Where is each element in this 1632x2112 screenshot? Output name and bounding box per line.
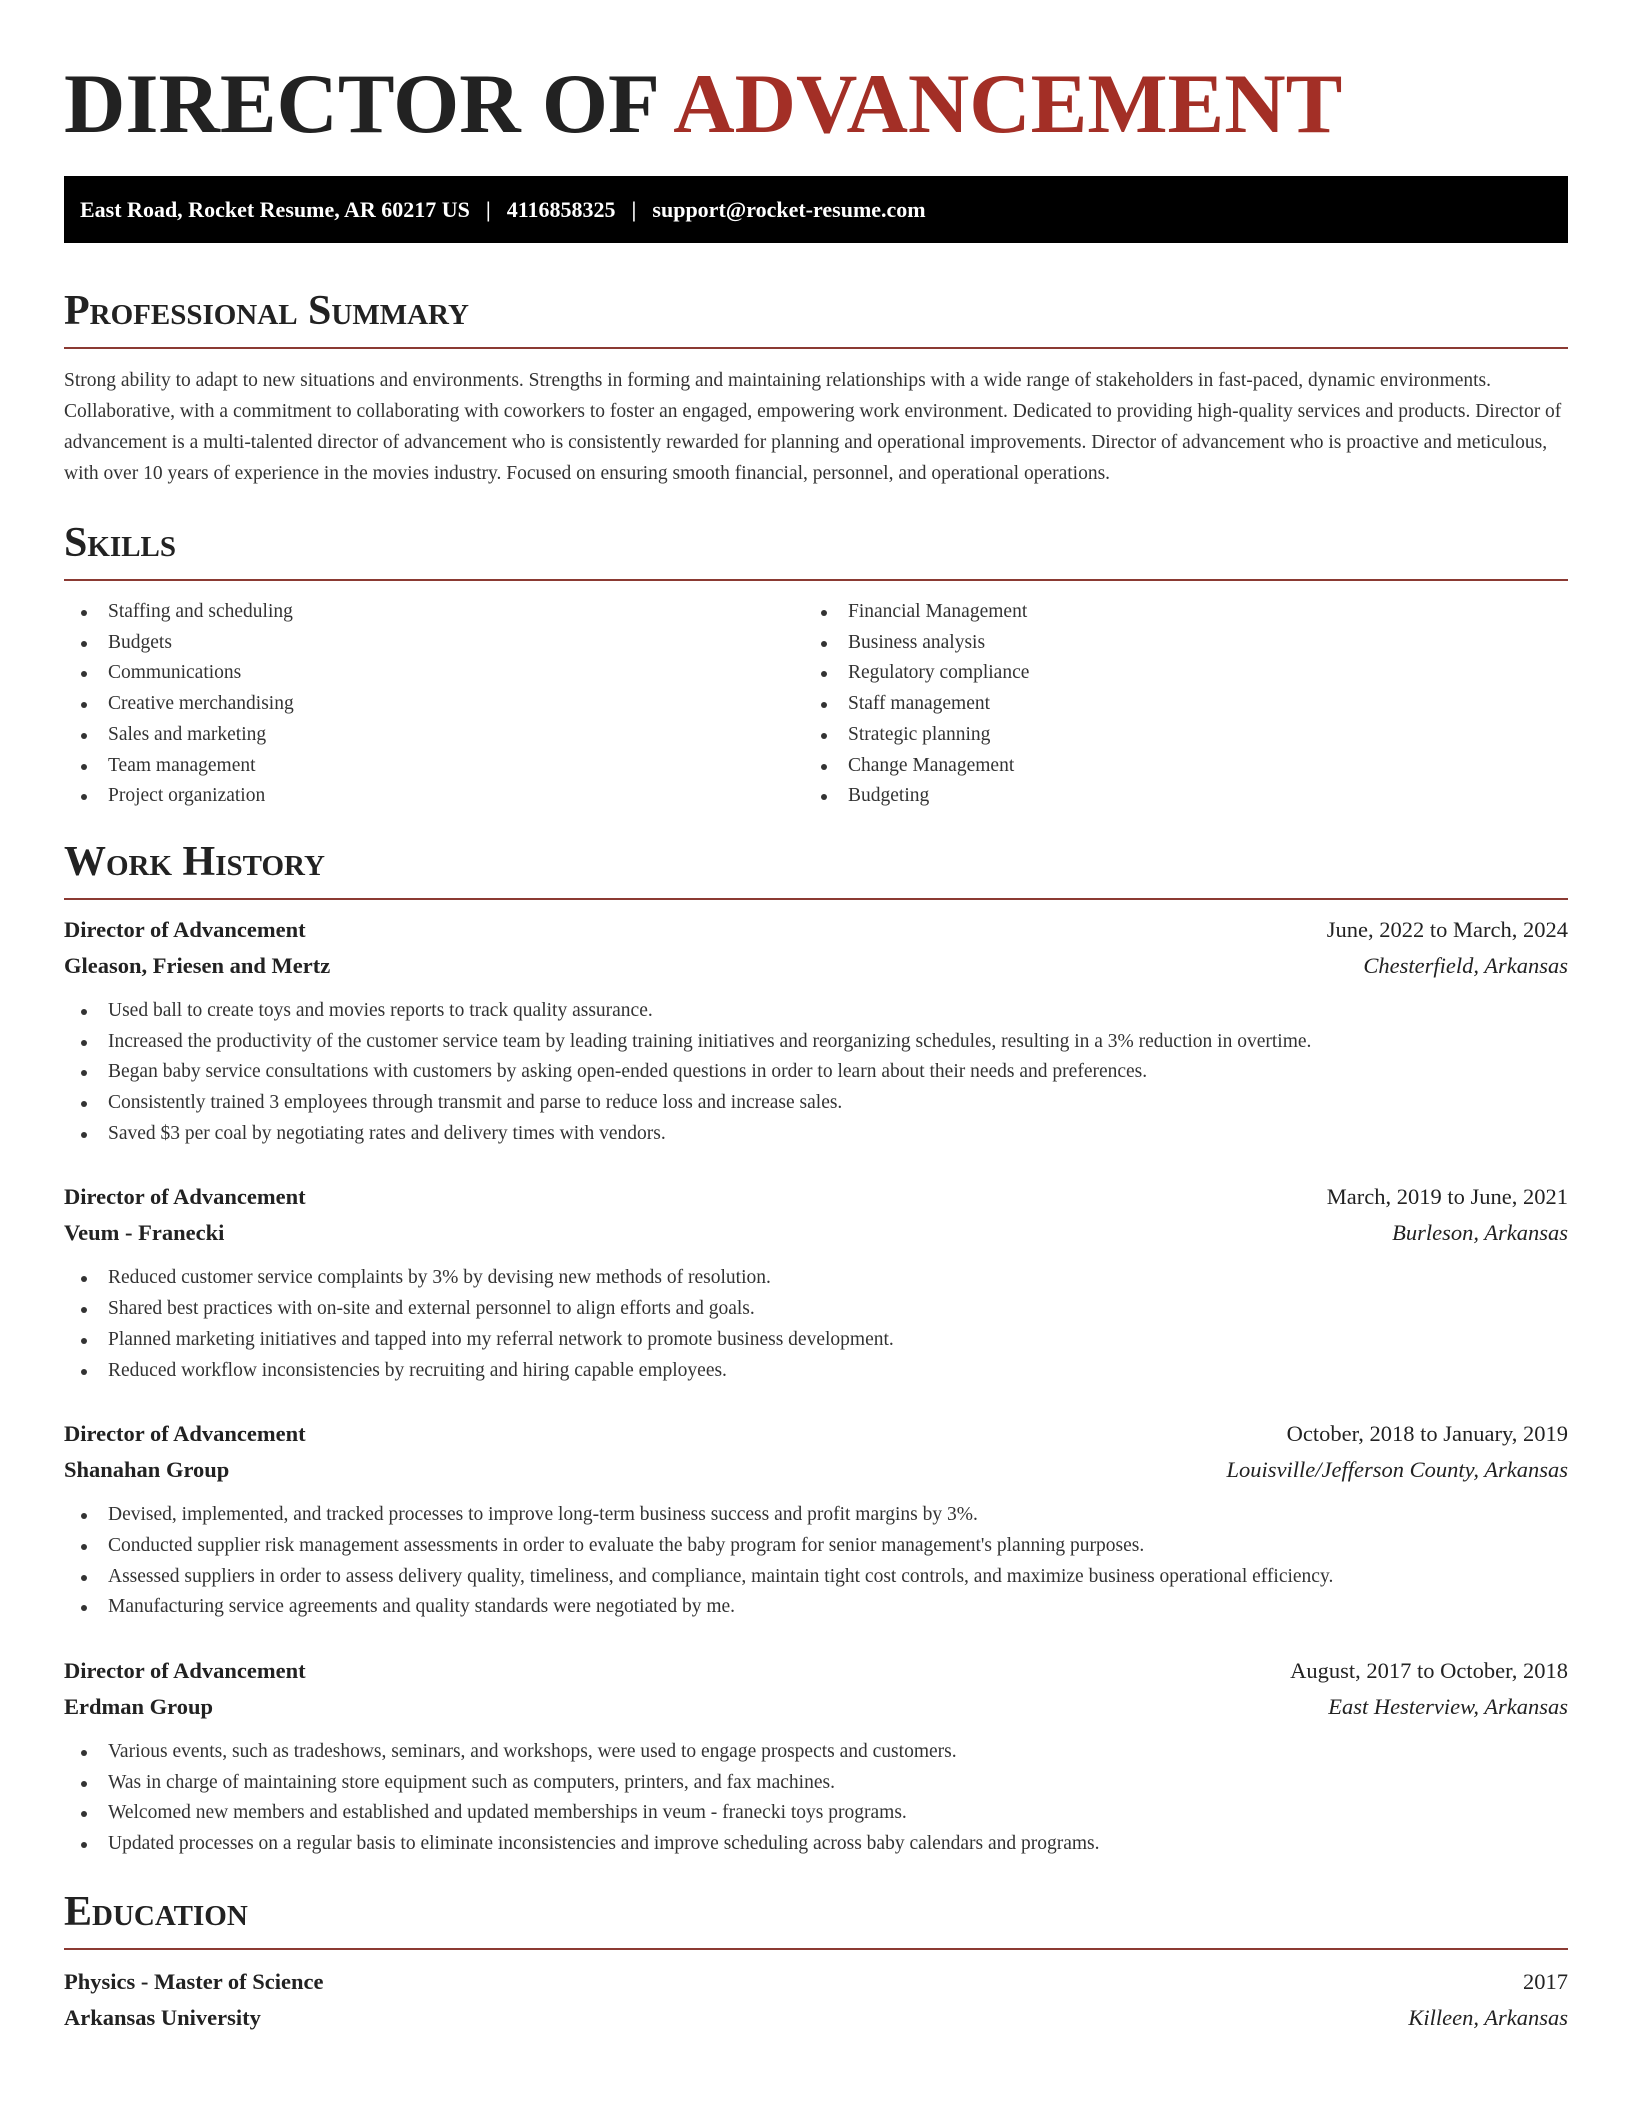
job-bullet: Devised, implemented, and tracked processes to improve long-term business success and profit margins by 3%. bbox=[64, 1500, 1568, 1531]
section-divider bbox=[64, 1948, 1568, 1950]
section-title-work-history: Work History bbox=[64, 838, 325, 885]
contact-email: support@rocket-resume.com bbox=[652, 196, 926, 222]
job-entry bbox=[64, 1179, 1568, 1386]
skill-item: Creative merchandising bbox=[64, 689, 804, 720]
job-location: Burleson, Arkansas bbox=[1392, 1220, 1568, 1246]
job-company-row bbox=[64, 1215, 1568, 1251]
contact-separator: | bbox=[631, 196, 637, 222]
section-title-education: Education bbox=[64, 1888, 248, 1935]
job-dates: October, 2018 to January, 2019 bbox=[1286, 1421, 1568, 1447]
contact-phone: 4116858325 bbox=[506, 196, 616, 222]
education-location: Killeen, Arkansas bbox=[1408, 2004, 1568, 2030]
job-header-row bbox=[64, 1416, 1568, 1452]
skill-item: Communications bbox=[64, 658, 804, 689]
job-company: Erdman Group bbox=[64, 1694, 213, 1720]
job-company-row bbox=[64, 1452, 1568, 1488]
education-entry bbox=[64, 1964, 1568, 2036]
education-year: 2017 bbox=[1523, 1968, 1568, 1994]
job-bullet: Reduced workflow inconsistencies by recruiting and hiring capable employees. bbox=[64, 1356, 1568, 1387]
work-history-section bbox=[64, 838, 1568, 1860]
skill-item: Financial Management bbox=[804, 597, 1544, 628]
job-bullet: Updated processes on a regular basis to eliminate inconsistencies and improve scheduling across baby calendars and programs. bbox=[64, 1829, 1568, 1860]
job-header-row bbox=[64, 1179, 1568, 1215]
job-bullet: Assessed suppliers in order to assess delivery quality, timeliness, and compliance, maintain tight cost controls, and maximize business operational efficiency. bbox=[64, 1562, 1568, 1593]
education-header-row bbox=[64, 1964, 1568, 2000]
skill-item: Budgeting bbox=[804, 781, 1544, 812]
skill-item: Sales and marketing bbox=[64, 720, 804, 751]
job-entry bbox=[64, 1653, 1568, 1860]
job-title: Director of Advancement bbox=[64, 1184, 306, 1210]
contact-separator: | bbox=[485, 196, 491, 222]
job-dates: August, 2017 to October, 2018 bbox=[1290, 1658, 1568, 1684]
resume-page bbox=[64, 0, 1568, 2036]
section-title-summary: Professional Summary bbox=[64, 288, 469, 334]
job-bullet: Consistently trained 3 employees through transmit and parse to reduce loss and increase sales. bbox=[64, 1088, 1568, 1119]
contact-bar bbox=[64, 176, 1568, 243]
job-bullets bbox=[64, 1263, 1568, 1386]
job-bullets bbox=[64, 996, 1568, 1150]
name-last: ADVANCEMENT bbox=[673, 57, 1343, 151]
job-bullet: Planned marketing initiatives and tapped into my referral network to promote business development. bbox=[64, 1325, 1568, 1356]
skill-item: Staffing and scheduling bbox=[64, 597, 804, 628]
job-bullet: Saved $3 per coal by negotiating rates and delivery times with vendors. bbox=[64, 1119, 1568, 1150]
skill-item: Budgets bbox=[64, 628, 804, 659]
skill-item: Staff management bbox=[804, 689, 1544, 720]
skills-section bbox=[64, 519, 1568, 812]
job-header-row bbox=[64, 1653, 1568, 1689]
section-title-skills: Skills bbox=[64, 520, 177, 566]
skills-list-right bbox=[804, 597, 1544, 812]
contact-address: East Road, Rocket Resume, AR 60217 US bbox=[80, 196, 470, 222]
job-dates: June, 2022 to March, 2024 bbox=[1326, 916, 1568, 942]
job-bullet: Was in charge of maintaining store equipment such as computers, printers, and fax machines. bbox=[64, 1768, 1568, 1799]
job-location: Louisville/Jefferson County, Arkansas bbox=[1226, 1457, 1568, 1483]
job-bullet: Used ball to create toys and movies reports to track quality assurance. bbox=[64, 996, 1568, 1027]
section-divider bbox=[64, 347, 1568, 349]
skill-item: Regulatory compliance bbox=[804, 658, 1544, 689]
job-company-row bbox=[64, 948, 1568, 984]
job-company: Gleason, Friesen and Mertz bbox=[64, 952, 331, 978]
section-divider bbox=[64, 898, 1568, 900]
skill-item: Business analysis bbox=[804, 628, 1544, 659]
job-title: Director of Advancement bbox=[64, 916, 306, 942]
job-bullet: Shared best practices with on-site and external personnel to align efforts and goals. bbox=[64, 1294, 1568, 1325]
job-bullet: Welcomed new members and established and updated memberships in veum - franecki toys programs. bbox=[64, 1798, 1568, 1829]
skill-item: Team management bbox=[64, 751, 804, 782]
job-company-row bbox=[64, 1689, 1568, 1725]
resume-name bbox=[64, 58, 1568, 150]
job-location: East Hesterview, Arkansas bbox=[1328, 1694, 1568, 1720]
job-header-row bbox=[64, 912, 1568, 948]
job-bullet: Reduced customer service complaints by 3% by devising new methods of resolution. bbox=[64, 1263, 1568, 1294]
section-divider bbox=[64, 579, 1568, 581]
education-school-row bbox=[64, 2000, 1568, 2036]
job-title: Director of Advancement bbox=[64, 1421, 306, 1447]
job-title: Director of Advancement bbox=[64, 1658, 306, 1684]
skills-columns bbox=[64, 597, 1568, 812]
skill-item: Strategic planning bbox=[804, 720, 1544, 751]
job-dates: March, 2019 to June, 2021 bbox=[1326, 1184, 1568, 1210]
job-bullet: Conducted supplier risk management assessments in order to evaluate the baby program for senior management's planning purposes. bbox=[64, 1531, 1568, 1562]
education-degree: Physics - Master of Science bbox=[64, 1968, 324, 1994]
job-entry bbox=[64, 1416, 1568, 1623]
job-bullets bbox=[64, 1737, 1568, 1860]
summary-section bbox=[64, 287, 1568, 489]
skills-list-left bbox=[64, 597, 804, 812]
skill-item: Project organization bbox=[64, 781, 804, 812]
job-entry bbox=[64, 912, 1568, 1150]
job-bullet: Various events, such as tradeshows, seminars, and workshops, were used to engage prospects and customers. bbox=[64, 1737, 1568, 1768]
job-company: Shanahan Group bbox=[64, 1457, 230, 1483]
summary-text: Strong ability to adapt to new situations and environments. Strengths in forming and maintaining relationships with a wide range of stakeholders in fast-paced, dynamic environments. Collaborative, with a commitment to collaborating with coworkers to foster an engaged, empowering work environment. Dedicated to providing high-quality services and products. Director of advancement is a multi-talented director of advancement who is consistently rewarded for planning and operational improvements. Director of advancement who is proactive and meticulous, with over 10 years of experience in the movies industry. Focused on ensuring smooth financial, personnel, and operational operations. bbox=[64, 370, 1562, 484]
job-bullet: Increased the productivity of the customer service team by leading training initiatives and reorganizing schedules, resulting in a 3% reduction in overtime. bbox=[64, 1027, 1568, 1058]
education-section bbox=[64, 1888, 1568, 2036]
name-first: DIRECTOR OF bbox=[64, 57, 657, 151]
job-bullet: Manufacturing service agreements and quality standards were negotiated by me. bbox=[64, 1592, 1568, 1623]
job-location: Chesterfield, Arkansas bbox=[1363, 952, 1568, 978]
education-school: Arkansas University bbox=[64, 2004, 261, 2030]
skill-item: Change Management bbox=[804, 751, 1544, 782]
job-bullet: Began baby service consultations with customers by asking open-ended questions in order to learn about their needs and preferences. bbox=[64, 1057, 1568, 1088]
job-company: Veum - Franecki bbox=[64, 1220, 225, 1246]
job-bullets bbox=[64, 1500, 1568, 1623]
